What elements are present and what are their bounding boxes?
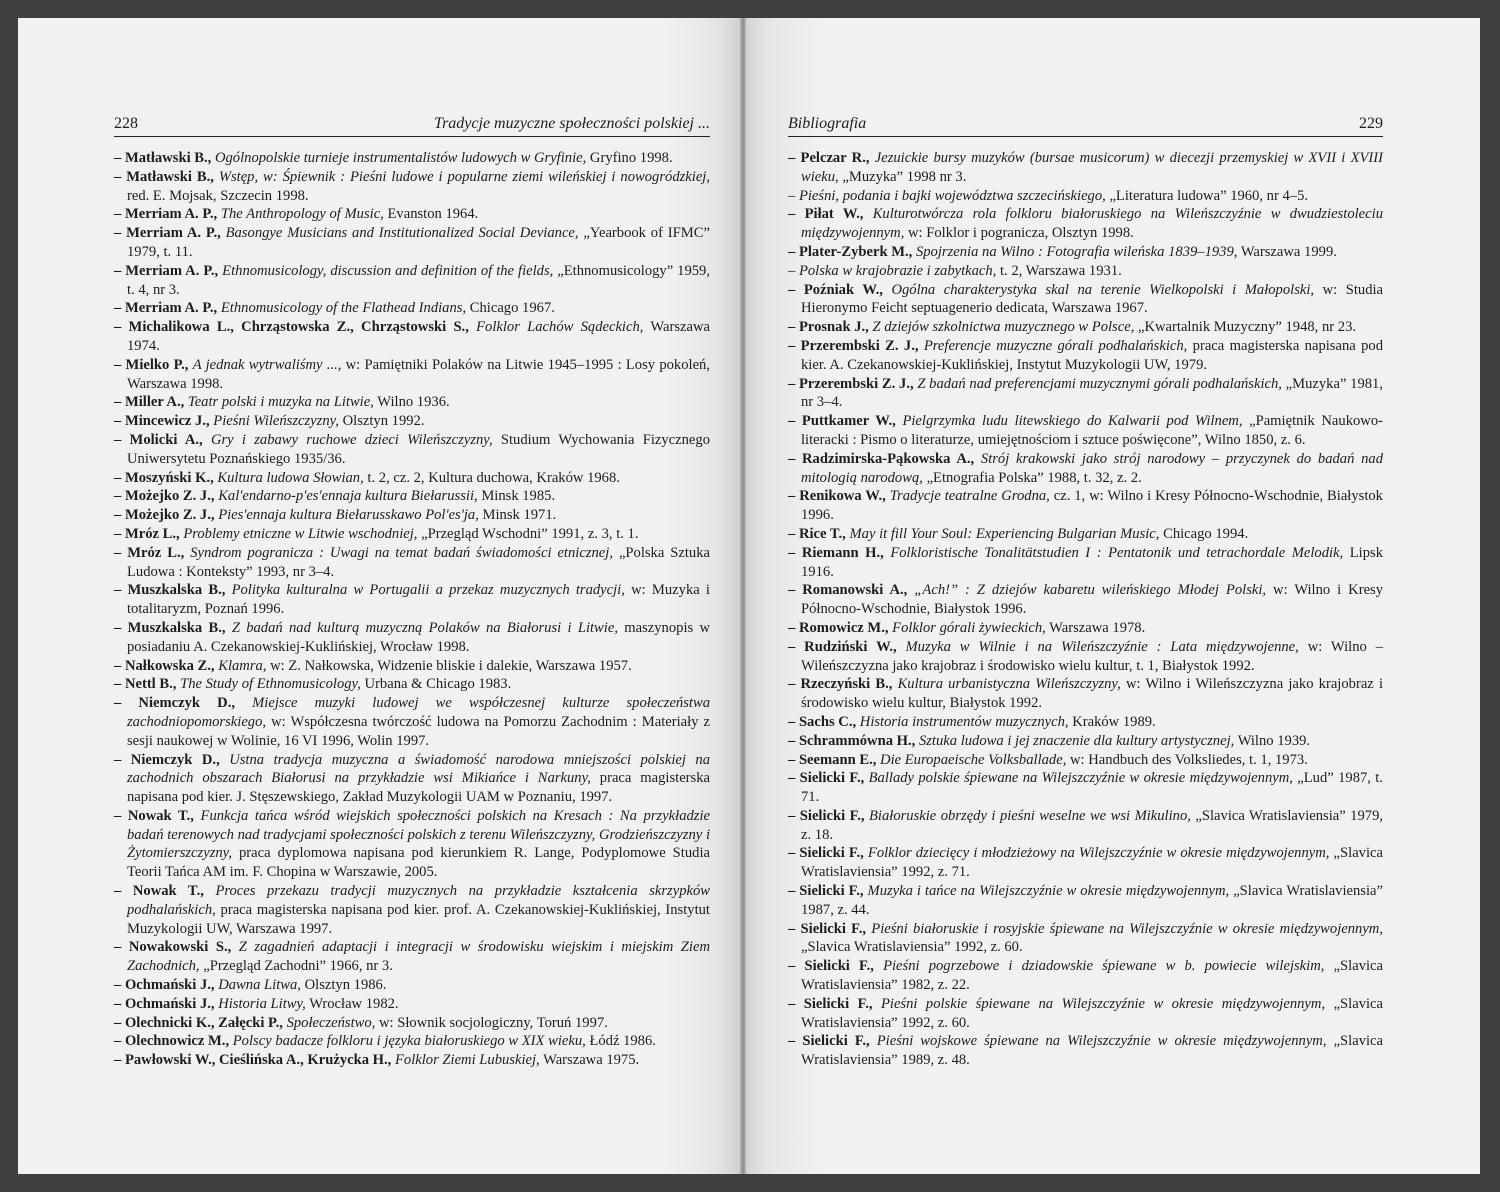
bibliography-entry — [114, 262, 710, 300]
right-page-header — [788, 114, 1383, 137]
entry-author: – Rzeczyński B., — [788, 676, 893, 693]
entry-author: – Merriam A. P., — [114, 262, 219, 279]
entry-author: – Przerembski Z. J., — [788, 337, 919, 354]
entry-author: – Niemczyk D., — [114, 695, 235, 712]
entry-publication: Warszawa 1975. — [543, 1052, 640, 1069]
entry-publication: Olsztyn 1986. — [304, 977, 387, 994]
entry-title: Strój krakowski jako strój narodowy – przyczynek do badań nad mitologią narodową, — [801, 450, 1383, 486]
bibliography-entry — [788, 751, 1383, 770]
entry-title: Sztuka ludowa i jej znaczenie dla kultury artystycznej, — [918, 732, 1235, 749]
entry-author: – Riemann H., — [788, 544, 884, 561]
bibliography-entry — [114, 487, 710, 506]
entry-author: – Schrammówna H., — [788, 732, 916, 749]
entry-publication: Wilno 1936. — [377, 394, 450, 411]
entry-author: – Rice T., — [788, 525, 846, 542]
entry-author: – Molicki A., — [114, 431, 203, 448]
entry-publication: Warszawa 1974. — [127, 319, 710, 354]
entry-author: – Miller A., — [114, 394, 185, 411]
entry-title: Syndrom pogranicza : Uwagi na temat badań świadomości etnicznej, — [190, 544, 613, 561]
bibliography-entry — [114, 1032, 710, 1051]
entry-title: Dawna Litwa, — [218, 977, 301, 994]
entry-title: Folkloristische Tonalitätstudien I : Pentatonik und tetrachordale Melodik, — [890, 544, 1344, 561]
entry-author: – Niemczyk D., — [114, 751, 220, 768]
left-page-header — [114, 114, 710, 137]
bibliography-entry — [114, 657, 710, 676]
entry-publication: red. E. Mojsak, Szczecin 1998. — [127, 187, 309, 204]
entry-author: – Nowak T., — [114, 883, 204, 900]
entry-author: – Sielicki F., — [788, 883, 864, 900]
entry-author: – Muszkalska B., — [114, 582, 226, 599]
entry-title: Pieśni białoruskie i rosyjskie śpiewane na Wilejszczyźnie w okresie międzywojennym, — [871, 920, 1383, 937]
running-title: Bibliografia — [788, 115, 867, 132]
entry-publication: Łódź 1986. — [589, 1033, 656, 1050]
entry-publication: praca magisterska napisana pod kier. prof. A. Czekanowskiej-Kuklińskiej, Instytut Muzykologii UW, Warszawa 1997. — [127, 901, 710, 937]
bibliography-entry — [114, 318, 710, 356]
bibliography-entry — [114, 431, 710, 469]
entry-title: Jezuickie bursy muzyków (bursae musicorum) w diecezji przemyskiej w XVII i XVIII wieku, — [801, 150, 1383, 185]
entry-publication: t. 2, cz. 2, Kultura duchowa, Kraków 1968. — [367, 469, 620, 486]
bibliography-entry — [788, 581, 1383, 619]
entry-publication: „Literatura ludowa” 1960, nr 4–5. — [1109, 187, 1309, 204]
entry-publication: w: Handbuch des Volksliedes, t. 1, 1973. — [1070, 751, 1308, 768]
entry-title: Gry i zabawy ruchowe dzieci Wileńszczyzny, — [210, 431, 493, 448]
entry-publication: Kraków 1989. — [1072, 713, 1156, 730]
entry-author: – Nałkowska Z., — [114, 657, 215, 674]
entry-title: Pielgrzymka ludu litewskiego do Kalwarii pod Wilnem, — [902, 413, 1243, 430]
bibliography-entry — [788, 882, 1383, 920]
entry-author: – Mincewicz J., — [114, 413, 210, 430]
entry-author: – Merriam A. P., — [114, 206, 218, 223]
entry-author: – Rudziński W., — [788, 638, 897, 655]
entry-publication: „Slavica Wratislaviensia” 1992, z. 71. — [801, 845, 1383, 881]
bibliography-entry — [114, 469, 710, 488]
entry-title: Spojrzenia na Wilno : Fotografia wileńska 1839–1939, — [915, 243, 1238, 260]
running-title: Tradycje muzyczne społeczności polskiej ... — [434, 115, 710, 132]
entry-title: Ogólnopolskie turnieje instrumentalistów ludowych w Gryfinie, — [214, 150, 587, 166]
entry-publication: „Slavica Wratislaviensia” 1979, z. 18. — [801, 807, 1384, 843]
entry-author: – Romanowski A., — [788, 582, 908, 599]
entry-title: Kultura urbanistyczna Wileńszczyzny, — [897, 676, 1121, 693]
entry-title: Tradycje teatralne Grodna, — [889, 488, 1050, 505]
entry-publication: „Slavica Wratislaviensia” 1982, z. 22. — [801, 958, 1384, 994]
entry-author: – Muszkalska B., — [114, 619, 226, 636]
entry-publication: w: Muzyka i totalitaryzm, Poznań 1996. — [127, 582, 710, 618]
entry-publication: Chicago 1967. — [469, 300, 555, 317]
entry-publication: „Slavica Wratislaviensia” 1989, z. 48. — [801, 1033, 1383, 1069]
bibliography-entry — [788, 205, 1383, 243]
bibliography-entry — [114, 224, 710, 262]
entry-publication: w: Wilno – Wileńszczyzna jako krajobraz i środowisko wielu kultur, t. 1, Białystok 1992. — [801, 638, 1383, 674]
entry-title: Społeczeństwo, — [286, 1014, 376, 1031]
entry-title: Die Europaeische Volksballade, — [880, 751, 1067, 768]
entry-author: – Michalikowa L., Chrząstowska Z., Chrząstowski S., — [114, 319, 469, 336]
bibliography-entry — [788, 920, 1383, 958]
page-number: 229 — [1359, 115, 1383, 132]
entry-publication: „Przegląd Zachodni” 1966, nr 3. — [203, 958, 393, 975]
entry-title: Pieśni wojskowe śpiewane na Wilejszczyźnie w okresie międzywojennym, — [876, 1033, 1327, 1050]
entry-publication: Lipsk 1916. — [801, 544, 1384, 580]
bibliography-entry — [114, 299, 710, 318]
entry-title: Z badań nad preferencjami muzycznymi górali podhalańskich, — [917, 375, 1282, 392]
bibliography-entry — [788, 243, 1383, 262]
entry-title: Historia instrumentów muzycznych, — [859, 713, 1069, 730]
entry-title: Folklor Lachów Sądeckich, — [476, 319, 644, 336]
entry-title: „Ach!” : Z dziejów kabaretu wileńskiego Młodej Polski, — [914, 582, 1267, 599]
entry-publication: praca magisterska napisana pod kier. A. Czekanowskiej-Kuklińskiej, Instytut Muzykologii UW, 1979. — [801, 337, 1383, 373]
bibliography-entry — [788, 638, 1383, 676]
entry-author: – Mielko P., — [114, 356, 189, 373]
entry-publication: w: Wilno i Wileńszczyzna jako krajobraz i środowisko wielu kultur, Białystok 1992. — [801, 676, 1384, 712]
bibliography-entry — [788, 619, 1383, 638]
entry-author: – Pelczar R., — [788, 150, 870, 166]
bibliography-entry — [114, 694, 710, 750]
page-number: 228 — [114, 115, 138, 132]
entry-title: Kal'endarno-p'es'ennaja kultura Biełarussii, — [218, 488, 478, 505]
entry-title: Białoruskie obrzędy i pieśni weselne we wsi Mikulino, — [869, 807, 1191, 824]
entry-author: – Sielicki F., — [788, 958, 874, 975]
entry-publication: „Muzyka” 1998 nr 3. — [842, 168, 967, 185]
bibliography-entry — [788, 675, 1383, 713]
bibliography-entry — [114, 1014, 710, 1033]
bibliography-entry — [114, 751, 710, 807]
entry-publication: Gryfino 1998. — [589, 150, 673, 166]
entry-publication: w: Folklor i pogranicza, Olsztyn 1998. — [908, 225, 1134, 242]
entry-author: – Sachs C., — [788, 713, 857, 730]
entry-author: – Ochmański J., — [114, 995, 215, 1012]
entry-title: Muzyka w Wilnie i na Wileńszczyźnie : Lata międzywojenne, — [905, 638, 1299, 655]
entry-publication: „Slavica Wratislaviensia” 1992, z. 60. — [801, 995, 1383, 1031]
entry-title: Kultura ludowa Słowian, — [217, 469, 364, 486]
entry-author: – Mróz L., — [114, 525, 180, 542]
entry-publication: praca magisterska napisana pod kier. J. Stęszewskiego, Zakład Muzykologii UAM w Poznaniu, 1997. — [127, 770, 710, 806]
entry-publication: w: Pamiętniki Polaków na Litwie 1945–1995 : Losy pokoleń, Warszawa 1998. — [127, 356, 710, 392]
bibliography-entry — [114, 1051, 710, 1070]
entry-publication: cz. 1, w: Wilno i Kresy Północno-Wschodnie, Białystok 1996. — [801, 488, 1383, 524]
entry-publication: „Lud” 1987, t. 71. — [801, 770, 1383, 806]
entry-publication: praca dyplomowa napisana pod kierunkiem R. Lange, Podyplomowe Studia Teorii Tańca AM im. F. Chopina w Warszawie, 2005. — [127, 845, 710, 881]
entry-author: – Prosnak J., — [788, 319, 869, 336]
entry-author: – Sielicki F., — [788, 995, 873, 1012]
entry-title: Ethnomusicology of the Flathead Indians, — [220, 300, 467, 317]
entry-author: – Merriam A. P., — [114, 300, 218, 317]
entry-title: Polityka kulturalna w Portugalii a przekaz muzycznych tradycji, — [231, 582, 625, 599]
bibliography-entry — [114, 619, 710, 657]
entry-title: – Polska w krajobrazie i zabytkach, — [788, 262, 997, 279]
entry-title: Problemy etniczne w Litwie wschodniej, — [183, 525, 418, 542]
entry-title: Klamra, — [218, 657, 267, 674]
bibliography-entry — [114, 544, 710, 582]
entry-publication: Evanston 1964. — [387, 206, 479, 223]
entry-author: – Poźniak W., — [788, 281, 883, 298]
entry-author: – Możejko Z. J., — [114, 507, 215, 524]
entry-publication: Chicago 1994. — [1163, 525, 1249, 542]
bibliography-list — [788, 149, 1383, 1070]
entry-title: Muzyka i tańce na Wilejszczyźnie w okresie międzywojennym, — [867, 883, 1230, 900]
entry-author: – Nowakowski S., — [114, 939, 232, 956]
entry-title: Ethnomusicology, discussion and definition of the fields, — [222, 262, 554, 279]
entry-publication: w: Współczesna twórczość ludowa na Pomorzu Zachodnim : Materiały z sesji naukowej w Wolinie, 16 VI 1996, Wolin 1997. — [127, 713, 710, 749]
bibliography-entry — [788, 337, 1383, 375]
entry-title: Ballady polskie śpiewane na Wilejszczyźnie w okresie międzywojennym, — [868, 770, 1293, 787]
bibliography-entry — [788, 487, 1383, 525]
bibliography-entry — [788, 769, 1383, 807]
entry-publication: Minsk 1971. — [482, 507, 557, 524]
bibliography-entry — [788, 149, 1383, 187]
entry-title: The Anthropology of Music, — [220, 206, 384, 223]
book-spread — [18, 18, 1480, 1174]
bibliography-entry — [114, 412, 710, 431]
entry-publication: w: Słownik socjologiczny, Toruń 1997. — [379, 1014, 608, 1031]
bibliography-entry — [788, 844, 1383, 882]
bibliography-entry — [114, 882, 710, 938]
entry-title: Folklor dziecięcy i młodzieżowy na Wilejszczyźnie w okresie międzywojennym, — [867, 845, 1330, 862]
bibliography-entry — [788, 957, 1383, 995]
entry-title: The Study of Ethnomusicology, — [180, 676, 361, 693]
entry-title: Funkcja tańca wśród wiejskich społeczności polskich na Kresach : Na przykładzie badań terenowych nad tradycjami społeczności polskich z terenu Wileńszczyzny, Grodzieńszczyzny i Żytomierszczyzny, — [127, 807, 711, 862]
bibliography-entry — [114, 807, 710, 882]
entry-publication: Studium Wychowania Fizycznego Uniwersytetu Poznańskiego 1935/36. — [127, 431, 710, 467]
entry-publication: „Kwartalnik Muzyczny” 1948, nr 23. — [1138, 319, 1357, 336]
entry-author: – Matławski B., — [114, 168, 214, 185]
entry-author: – Seemann E., — [788, 751, 877, 768]
entry-publication: Warszawa 1978. — [1049, 619, 1146, 636]
bibliography-entry — [114, 356, 710, 394]
bibliography-list — [114, 149, 710, 1070]
entry-publication: „Pamiętnik Naukowo-literacki : Pismo o literaturze, umiejętnościom i sztuce poświęcone”, Wilno 1850, z. 6. — [801, 413, 1383, 448]
entry-author: – Sielicki F., — [788, 807, 865, 824]
bibliography-entry — [114, 205, 710, 224]
bibliography-entry — [788, 732, 1383, 751]
entry-title: Polscy badacze folkloru i języka białoruskiego w XIX wieku, — [232, 1033, 586, 1050]
entry-publication: w: Studia Hieronymo Feicht septuagenerio dedicata, Warszawa 1967. — [801, 281, 1384, 317]
entry-author: – Sielicki F., — [788, 770, 865, 787]
bibliography-entry — [114, 525, 710, 544]
entry-title: Teatr polski i muzyka na Litwie, — [187, 394, 374, 411]
entry-publication: „Muzyka” 1981, nr 3–4. — [801, 375, 1383, 411]
entry-title: Z dziejów szkolnictwa muzycznego w Polsce, — [872, 319, 1135, 336]
entry-title: Folklor Ziemi Lubuskiej, — [394, 1052, 540, 1069]
entry-title: Miejsce muzyki ludowej we współczesnej kulturze społeczeństwa zachodniopomorskiego, — [127, 695, 710, 730]
entry-author: – Pawłowski W., Cieślińska A., Krużycka H., — [114, 1052, 392, 1069]
entry-publication: „Przegląd Wschodni” 1991, z. 3, t. 1. — [421, 525, 639, 542]
bibliography-entry — [788, 375, 1383, 413]
bibliography-entry — [788, 713, 1383, 732]
bibliography-entry — [788, 450, 1383, 488]
entry-title: Folklor górali żywieckich, — [892, 619, 1046, 636]
entry-publication: w: Wilno i Kresy Północno-Wschodnie, Białystok 1996. — [801, 582, 1384, 618]
entry-author: – Ochmański J., — [114, 977, 215, 994]
bibliography-entry — [114, 168, 710, 206]
entry-title: Pieśni pogrzebowe i dziadowskie śpiewane w b. powiecie wilejskim, — [883, 958, 1325, 975]
entry-publication: t. 2, Warszawa 1931. — [1000, 262, 1122, 279]
entry-publication: maszynopis w posiadaniu A. Czekanowskiej-Kuklińskiej, Wrocław 1998. — [127, 619, 710, 655]
bibliography-entry — [788, 412, 1383, 450]
entry-author: – Nowak T., — [114, 807, 194, 824]
entry-publication: „Yearbook of IFMC” 1979, t. 11. — [127, 225, 710, 260]
entry-author: – Nettl B., — [114, 676, 177, 693]
entry-author: – Przerembski Z. J., — [788, 375, 914, 392]
entry-author: – Moszyński K., — [114, 469, 214, 486]
entry-publication: Warszawa 1999. — [1240, 243, 1337, 260]
entry-author: – Sielicki F., — [788, 845, 864, 862]
entry-title: Preferencje muzyczne górali podhalańskich, — [923, 337, 1188, 354]
entry-publication: Wrocław 1982. — [309, 995, 399, 1012]
entry-author: – Możejko Z. J., — [114, 488, 215, 505]
bibliography-entry — [788, 807, 1383, 845]
entry-title: Kulturotwórcza rola folkloru białoruskiego na Wileńszczyźnie w dwudziestoleciu międzywojennym, — [801, 206, 1383, 242]
entry-title: May it fill Your Soul: Experiencing Bulgarian Music, — [849, 525, 1160, 542]
entry-author: – Radzimirska-Pąkowska A., — [788, 450, 975, 467]
left-page — [18, 18, 740, 1174]
entry-author: – Renikowa W., — [788, 488, 886, 505]
entry-author: – Mróz L., — [114, 544, 185, 561]
bibliography-entry — [114, 149, 710, 168]
entry-title: Historia Litwy, — [218, 995, 306, 1012]
bibliography-entry — [114, 995, 710, 1014]
bibliography-entry — [788, 262, 1383, 281]
entry-title: – Pieśni, podania i bajki województwa szczecińskiego, — [788, 187, 1106, 204]
entry-author: – Merriam A. P., — [114, 225, 221, 242]
entry-author: – Piłat W., — [788, 206, 864, 223]
entry-publication: „Polska Sztuka Ludowa : Konteksty” 1993, nr 3–4. — [127, 544, 710, 580]
bibliography-entry — [114, 581, 710, 619]
entry-publication: Minsk 1985. — [481, 488, 556, 505]
entry-publication: w: Z. Nałkowska, Widzenie bliskie i dalekie, Warszawa 1957. — [270, 657, 632, 674]
entry-title: A jednak wytrwaliśmy ..., — [192, 356, 342, 373]
entry-title: Z zagadnień adaptacji i integracji w środowisku wiejskim i miejskim Ziem Zachodnich, — [127, 939, 710, 975]
entry-author: – Sielicki F., — [788, 1033, 870, 1050]
entry-title: Pies'ennaja kultura Biełarusskawo Pol'es'ja, — [218, 507, 479, 524]
entry-author: – Sielicki F., — [788, 920, 867, 937]
bibliography-entry — [788, 525, 1383, 544]
bibliography-entry — [788, 544, 1383, 582]
entry-title: Ogólna charakterystyka skal na terenie Wielkopolski i Małopolski, — [891, 281, 1315, 298]
entry-title: Wstęp, w: Śpiewnik : Pieśni ludowe i popularne ziemi wileńskiej i nowogródzkiej, — [218, 168, 711, 185]
entry-publication: Wilno 1939. — [1237, 732, 1311, 749]
bibliography-entry — [788, 281, 1383, 319]
entry-publication: „Ethnomusicology” 1959, t. 4, nr 3. — [127, 262, 710, 298]
entry-author: – Olechnowicz M., — [114, 1033, 230, 1050]
bibliography-entry — [788, 1032, 1383, 1070]
entry-author: – Olechnicki K., Załęcki P., — [114, 1014, 283, 1031]
entry-title: Ustna tradycja muzyczna a świadomość narodowa mniejszości polskiej na zachodnich obszarach Białorusi na przykładzie wsi Mikiańce i Narkuny, — [127, 751, 710, 787]
bibliography-entry — [788, 995, 1383, 1033]
entry-publication: „Slavica Wratislaviensia” 1992, z. 60. — [801, 939, 1023, 956]
right-page — [746, 18, 1480, 1174]
entry-author: – Matławski B., — [114, 150, 212, 166]
entry-title: Pieśni Wileńszczyzny, — [213, 413, 339, 430]
entry-publication: Urbana & Chicago 1983. — [364, 676, 512, 693]
bibliography-entry — [114, 393, 710, 412]
entry-publication: „Slavica Wratislaviensia” 1987, z. 44. — [801, 883, 1383, 918]
entry-author: – Plater-Zyberk M., — [788, 243, 913, 260]
bibliography-entry — [114, 938, 710, 976]
bibliography-entry — [114, 506, 710, 525]
bibliography-entry — [114, 976, 710, 995]
entry-publication: „Etnografia Polska” 1988, t. 32, z. 2. — [926, 469, 1142, 486]
bibliography-entry — [114, 675, 710, 694]
entry-title: Z badań nad kulturą muzyczną Polaków na Białorusi i Litwie, — [231, 619, 618, 636]
bibliography-entry — [788, 318, 1383, 337]
entry-publication: Olsztyn 1992. — [342, 413, 425, 430]
entry-title: Pieśni polskie śpiewane na Wilejszczyźnie w okresie międzywojennym, — [880, 995, 1326, 1012]
entry-author: – Romowicz M., — [788, 619, 889, 636]
entry-author: – Puttkamer W., — [788, 413, 896, 430]
entry-title: Basongye Musicians and Institutionalized Social Deviance, — [225, 225, 579, 242]
bibliography-entry — [788, 187, 1383, 206]
entry-title: Proces przekazu tradycji muzycznych na przykładzie kształcenia skrzypków podhalańskich, — [127, 883, 710, 918]
